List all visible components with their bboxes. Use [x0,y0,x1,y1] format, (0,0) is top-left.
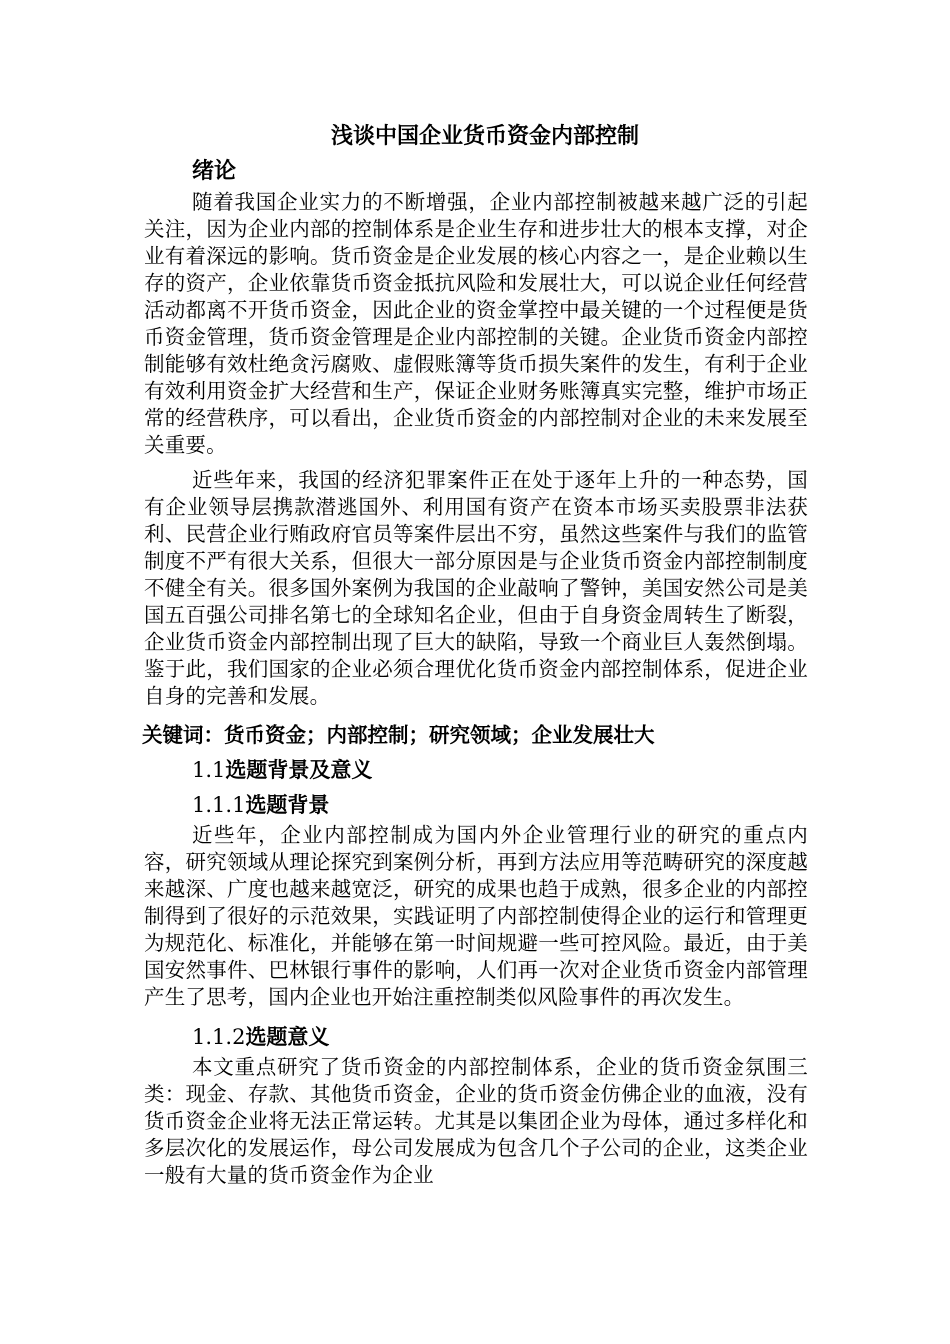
intro-paragraph-1: 随着我国企业实力的不断增强，企业内部控制被越来越广泛的引起关注，因为企业内部的控制体系是企业生存和进步壮大的根本支撑，对企业有着深远的影响。货币资金是企业发展的核心内容之一，是企业赖以生存的资产，企业依靠货币资金抵抗风险和发展壮大，可以说企业任何经营活动都离不开货币资金，因此企业的资金掌控中最关键的一个过程便是货币资金管理，货币资金管理是企业内部控制的关键。企业货币资金内部控制能够有效杜绝贪污腐败、虚假账簿等货币损失案件的发生，有利于企业有效利用资金扩大经营和生产，保证企业财务账簿真实完整，维护市场正常的经营秩序，可以看出，企业货币资金的内部控制对企业的未来发展至关重要。 [144,190,808,457]
significance-paragraph: 本文重点研究了货币资金的内部控制体系，企业的货币资金氛围三类：现金、存款、其他货币资金，企业的货币资金仿佛企业的血液，没有货币资金企业将无法正常运转。尤其是以集团企业为母体，通过多样化和多层次化的发展运作，母公司发展成为包含几个子公司的企业，这类企业一般有大量的货币资金作为企业 [144,1055,808,1187]
intro-heading: 绪论 [192,159,237,184]
keywords-line: 关键词：货币资金；内部控制；研究领域；企业发展壮大 [142,723,655,747]
section-number: 1.1.1 [192,793,246,817]
section-number: 1.1.2 [192,1025,246,1049]
section-heading-1-1 [144,752,808,787]
section-number: 1.1 [192,758,226,782]
intro-paragraph-2: 近些年来，我国的经济犯罪案件正在处于逐年上升的一种态势，国有企业领导层携款潜逃国外、利用国有资产在资本市场买卖股票非法获利、民营企业行贿政府官员等案件层出不穷，虽然这些案件与我们的监管制度不严有很大关系，但很大一部分原因是与企业货币资金内部控制制度不健全有关。很多国外案例为我国的企业敲响了警钟，美国安然公司是美国五百强公司排名第七的全球知名企业，但由于自身资金周转生了断裂，企业货币资金内部控制出现了巨大的缺陷，导致一个商业巨人轰然倒塌。鉴于此，我们国家的企业必须合理优化货币资金内部控制体系，促进企业自身的完善和发展。 [144,468,808,708]
section-heading-1-1-2 [144,1019,808,1054]
section-title: 选题意义 [245,1025,330,1049]
background-paragraph: 近些年，企业内部控制成为国内外企业管理行业的研究的重点内容，研究领域从理论探究到案例分析，再到方法应用等范畴研究的深度越来越深、广度也越来越宽泛，研究的成果也趋于成熟，很多企业的内部控制得到了很好的示范效果，实践证明了内部控制使得企业的运行和管理更为规范化、标准化，并能够在第一时间规避一些可控风险。最近，由于美国安然事件、巴林银行事件的影响，人们再一次对企业货币资金内部管理产生了思考，国内企业也开始注重控制类似风险事件的再次发生。 [144,823,808,1009]
section-heading-1-1-1 [144,787,808,822]
document-body [144,118,808,1197]
section-title: 选题背景 [245,793,330,817]
section-title: 选题背景及意义 [225,758,373,782]
document-title: 浅谈中国企业货币资金内部控制 [330,124,639,149]
